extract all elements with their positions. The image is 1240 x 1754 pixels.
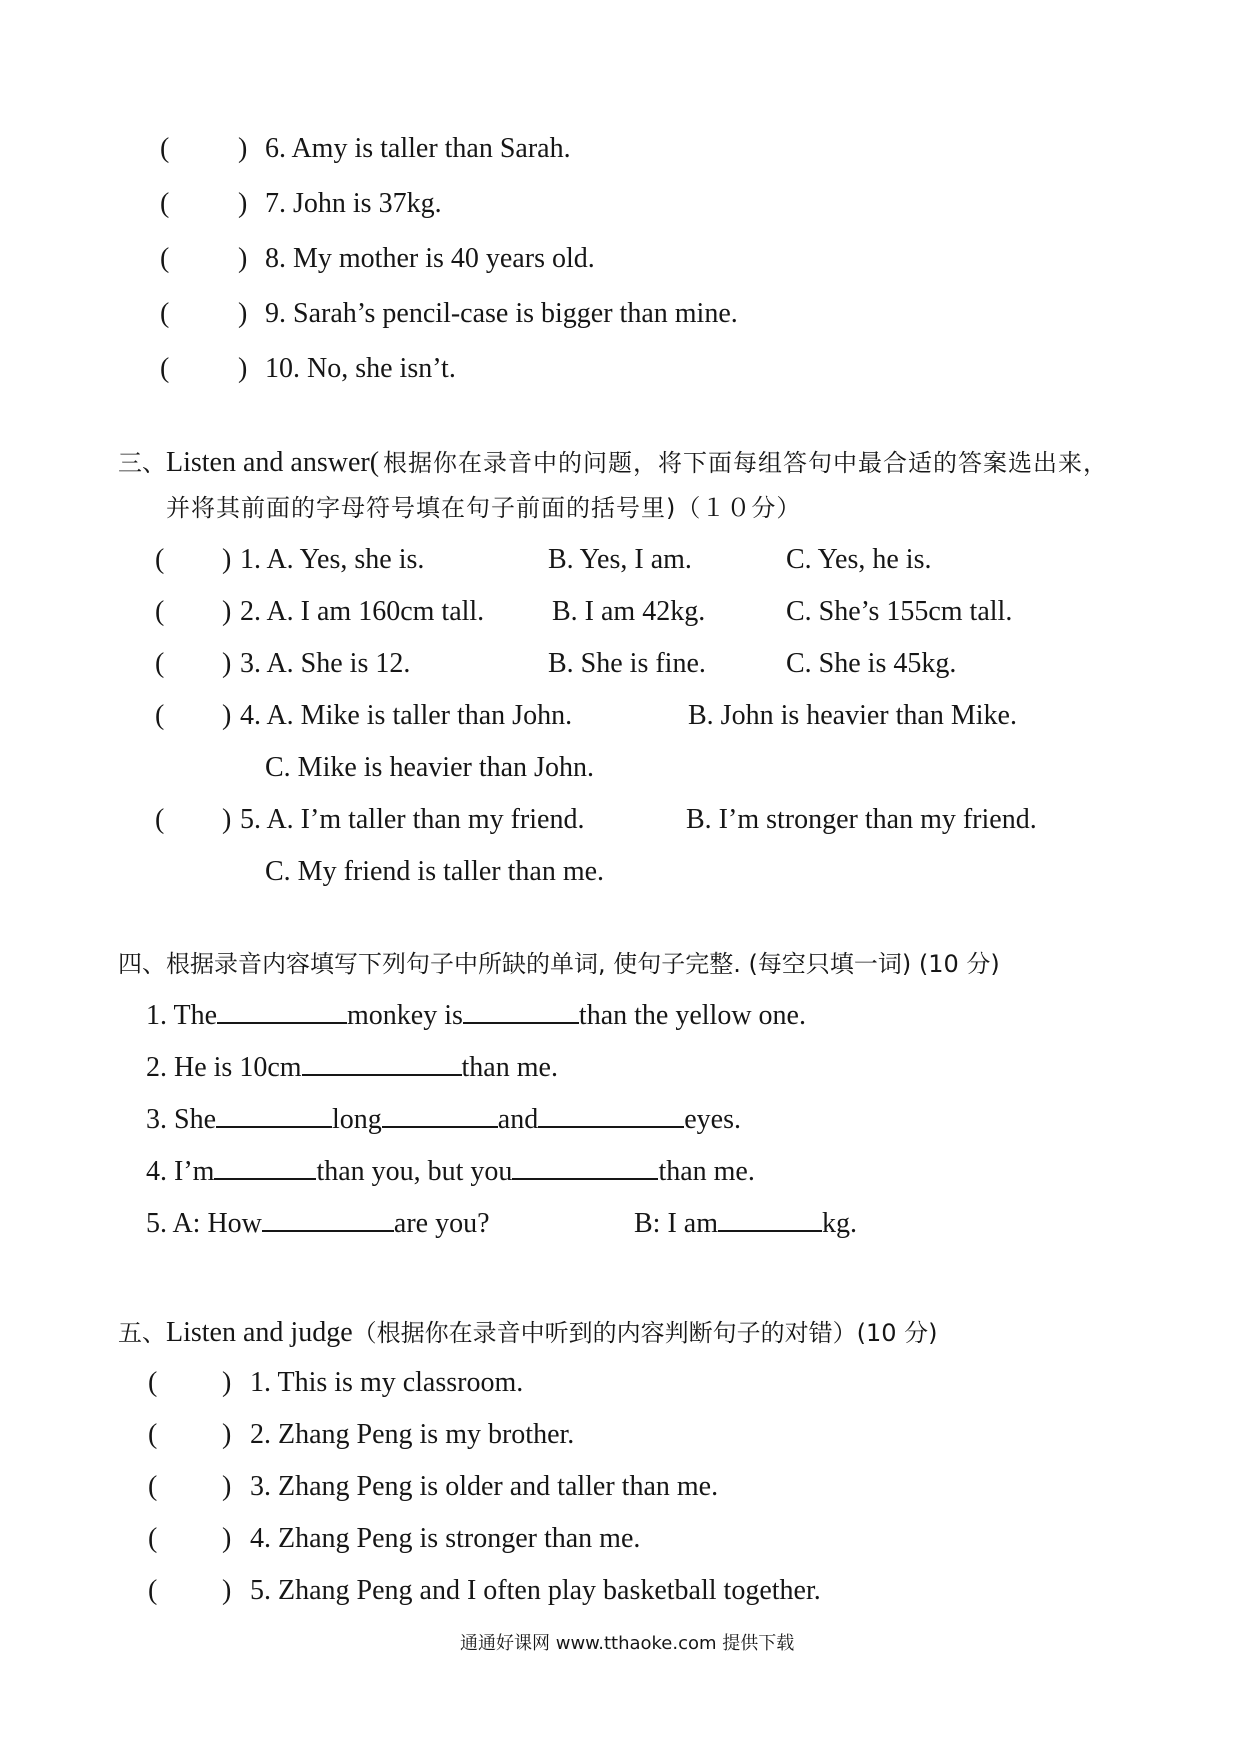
answer-blank[interactable]	[302, 1050, 462, 1076]
sentence-text: than the yellow one.	[578, 1000, 806, 1031]
section-title-en: Listen and answer(	[166, 447, 380, 478]
option-a: 4. A. Mike is taller than John.	[240, 700, 573, 731]
fill-sentence	[634, 1206, 857, 1241]
answer-blank[interactable]	[217, 998, 347, 1024]
answer-blank[interactable]	[382, 1102, 498, 1128]
statement-text: 8. My mother is 40 years old.	[265, 243, 595, 274]
answer-paren-open: (	[148, 1367, 158, 1398]
option-b: B. I’m stronger than my friend.	[686, 804, 1037, 835]
section4-heading: 四、根据录音内容填写下列句子中所缺的单词, 使句子完整. (每空只填一词) (10 分)	[118, 950, 1000, 978]
answer-paren-close: )	[222, 596, 232, 627]
answer-paren-open: (	[160, 353, 170, 384]
answer-paren-close: )	[222, 544, 232, 575]
answer-paren-close: )	[222, 1523, 232, 1554]
sentence-text: are you?	[393, 1208, 490, 1239]
section-title-cn: （根据你在录音中听到的内容判断句子的对错）(10 分)	[352, 1319, 938, 1347]
sentence-text: and	[497, 1104, 539, 1135]
statement-text: 1. This is my classroom.	[250, 1367, 524, 1398]
sentence-text: long	[332, 1104, 382, 1135]
answer-paren-open: (	[155, 648, 165, 679]
answer-blank[interactable]	[718, 1206, 822, 1232]
answer-paren-open: (	[160, 298, 170, 329]
answer-paren-open: (	[155, 804, 165, 835]
option-b: B. John is heavier than Mike.	[688, 700, 1017, 731]
answer-paren-close: )	[238, 353, 248, 384]
statement-text: 3. Zhang Peng is older and taller than me.	[250, 1471, 719, 1502]
fill-sentence	[146, 1050, 558, 1085]
section-title-cn: 根据你在录音中的问题，将下面每组答句中最合适的答案选出来，	[383, 449, 1109, 477]
sentence-text: 4. I’m	[146, 1156, 215, 1187]
answer-paren-close: )	[238, 243, 248, 274]
page-footer: 通通好课网 www.tthaoke.com 提供下载	[460, 1633, 795, 1654]
fill-sentence	[146, 998, 806, 1033]
section-number: 三、	[118, 449, 166, 477]
sentence-text: kg.	[822, 1208, 857, 1239]
answer-blank[interactable]	[262, 1206, 394, 1232]
answer-paren-open: (	[148, 1575, 158, 1606]
answer-paren-close: )	[238, 188, 248, 219]
statement-text: 7. John is 37kg.	[265, 188, 442, 219]
answer-paren-open: (	[155, 544, 165, 575]
fill-sentence	[146, 1206, 490, 1241]
sentence-text: 2. He is 10cm	[146, 1052, 302, 1083]
statement-text: 5. Zhang Peng and I often play basketball together.	[250, 1575, 821, 1606]
answer-blank[interactable]	[216, 1102, 332, 1128]
answer-paren-open: (	[148, 1471, 158, 1502]
sentence-text: eyes.	[684, 1104, 741, 1135]
answer-paren-close: )	[222, 1471, 232, 1502]
statement-text: 10. No, she isn’t.	[265, 353, 456, 384]
sentence-text: 3. She	[146, 1104, 216, 1135]
statement-text: 2. Zhang Peng is my brother.	[250, 1419, 575, 1450]
option-a: 1. A. Yes, she is.	[240, 544, 425, 575]
option-b: B. I am 42kg.	[552, 596, 706, 627]
answer-blank[interactable]	[463, 998, 579, 1024]
sentence-text: than me.	[658, 1156, 755, 1187]
section-number: 五、	[118, 1319, 166, 1347]
answer-paren-open: (	[155, 700, 165, 731]
answer-paren-open: (	[148, 1523, 158, 1554]
option-c: C. She’s 155cm tall.	[786, 596, 1013, 627]
statement-text: 4. Zhang Peng is stronger than me.	[250, 1523, 641, 1554]
option-c: C. My friend is taller than me.	[265, 856, 605, 887]
answer-paren-close: )	[238, 298, 248, 329]
answer-paren-close: )	[222, 1367, 232, 1398]
sentence-text: 1. The	[146, 1000, 218, 1031]
section-title-en: Listen and judge	[166, 1317, 353, 1348]
fill-sentence	[146, 1102, 741, 1137]
answer-paren-close: )	[222, 1575, 232, 1606]
answer-paren-open: (	[160, 243, 170, 274]
answer-paren-open: (	[148, 1419, 158, 1450]
answer-paren-close: )	[222, 1419, 232, 1450]
statement-text: 6. Amy is taller than Sarah.	[265, 133, 571, 164]
option-c: C. She is 45kg.	[786, 648, 957, 679]
option-a: 2. A. I am 160cm tall.	[240, 596, 485, 627]
section-title-cn-line2: 并将其前面的字母符号填在句子前面的括号里)（１０分）	[166, 494, 802, 522]
option-b: B. Yes, I am.	[548, 544, 692, 575]
section3-heading	[118, 446, 1108, 480]
answer-paren-close: )	[222, 700, 232, 731]
option-b: B. She is fine.	[548, 648, 706, 679]
answer-paren-open: (	[155, 596, 165, 627]
section5-heading	[118, 1316, 938, 1350]
sentence-text: B: I am	[634, 1208, 718, 1239]
answer-paren-close: )	[222, 804, 232, 835]
option-c: C. Mike is heavier than John.	[265, 752, 594, 783]
answer-blank[interactable]	[214, 1154, 316, 1180]
fill-sentence	[146, 1154, 755, 1189]
option-a: 5. A. I’m taller than my friend.	[240, 804, 585, 835]
answer-paren-open: (	[160, 133, 170, 164]
answer-blank[interactable]	[538, 1102, 684, 1128]
sentence-text: monkey is	[347, 1000, 463, 1031]
answer-paren-close: )	[222, 648, 232, 679]
answer-paren-close: )	[238, 133, 248, 164]
answer-paren-open: (	[160, 188, 170, 219]
statement-text: 9. Sarah’s pencil-case is bigger than mine.	[265, 298, 738, 329]
option-a: 3. A. She is 12.	[240, 648, 411, 679]
sentence-text: than you, but you	[316, 1156, 513, 1187]
sentence-text: 5. A: How	[146, 1208, 262, 1239]
answer-blank[interactable]	[512, 1154, 658, 1180]
sentence-text: than me.	[461, 1052, 558, 1083]
option-c: C. Yes, he is.	[786, 544, 932, 575]
